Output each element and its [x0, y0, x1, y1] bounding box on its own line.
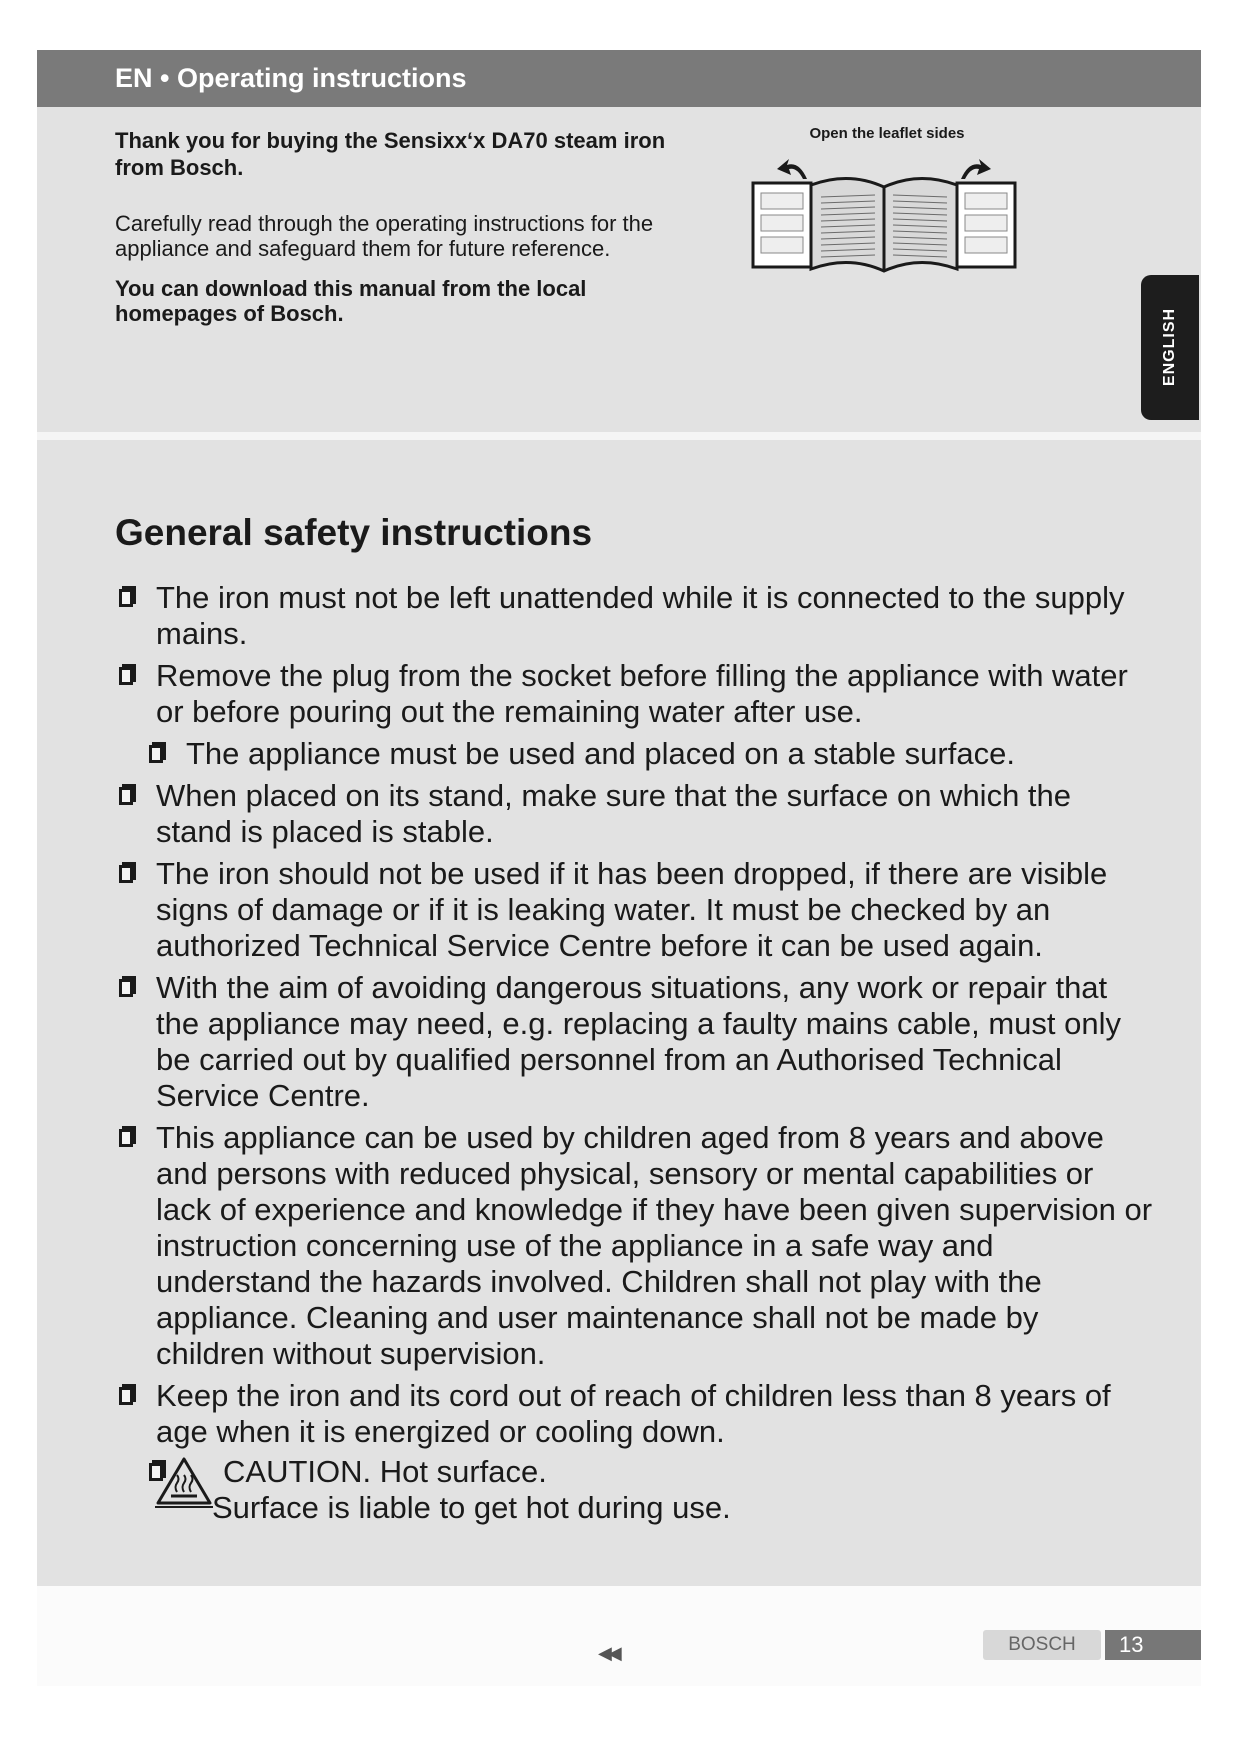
safety-list [115, 580, 1155, 1546]
header-title: EN • Operating instructions [115, 63, 467, 93]
intro-read-carefully: Carefully read through the operating instructions for the appliance and safeguard them for future reference. [115, 211, 654, 261]
page-number-box [1105, 1630, 1201, 1660]
safety-item [115, 856, 1155, 964]
hot-surface-warning-icon [155, 1456, 213, 1508]
safety-item-text: Keep the iron and its cord out of reach of children less than 8 years of age when it is energized or cooling down. [156, 1378, 1111, 1449]
bullet-square-icon [119, 865, 133, 883]
section-heading: General safety instructions [115, 512, 593, 553]
safety-item [115, 1120, 1155, 1372]
section-divider [37, 432, 1201, 440]
intro-download: You can download this manual from the local homepages of Bosch. [115, 276, 587, 326]
page-footer [37, 1586, 1201, 1686]
page-number: 13 [1119, 1632, 1144, 1657]
safety-item [115, 658, 1155, 730]
safety-item [115, 1378, 1155, 1450]
leaflet-label: Open the leaflet sides [809, 125, 965, 142]
previous-page-icon[interactable]: ◀◀ [598, 1643, 618, 1663]
safety-item-text: This appliance can be used by children aged from 8 years and above and persons with reduced physical, sensory or mental capabilities or lack of experience and knowledge if they have been given supervision or instruction concerning use of the appliance in a safe way and understand the hazards involved. Children shall not play with the appliance. Cleaning and user maintenance shall not be made by children without supervision. [156, 1120, 1153, 1371]
bullet-square-icon [119, 787, 133, 805]
bullet-square-icon [119, 979, 133, 997]
safety-panel [37, 440, 1201, 1586]
intro-thanks: Thank you for buying the Sensixx‘x DA70 steam iron from Bosch. [115, 128, 666, 180]
safety-item [115, 580, 1155, 652]
bullet-square-icon [119, 1387, 133, 1405]
language-tab-label: ENGLISH [1161, 307, 1178, 387]
safety-item [145, 736, 1155, 772]
safety-item [115, 778, 1155, 850]
safety-item [115, 970, 1155, 1114]
safety-item-text: With the aim of avoiding dangerous situations, any work or repair that the appliance may need, e.g. replacing a faulty mains cable, must only be carried out by qualified personnel from an Authorised Technical Service Centre. [156, 970, 1121, 1113]
language-tab[interactable] [1141, 275, 1199, 420]
header-bar [37, 50, 1201, 107]
safety-item-text: When placed on its stand, make sure that the surface on which the stand is placed is stable. [156, 778, 1072, 849]
safety-item-text: Remove the plug from the socket before filling the appliance with water or before pouring out the remaining water after use. [156, 658, 1128, 729]
caution-block [145, 1456, 1155, 1546]
bullet-square-icon [149, 745, 163, 763]
brand-text: BOSCH [1008, 1634, 1076, 1655]
caution-title: CAUTION. Hot surface. [223, 1454, 547, 1489]
intro-text-block [115, 127, 675, 326]
bullet-square-icon [119, 667, 133, 685]
intro-panel [37, 107, 1201, 432]
bullet-square-icon [119, 1129, 133, 1147]
safety-item-text: The iron should not be used if it has been dropped, if there are visible signs of damage or if it is leaking water. It must be checked by an authorized Technical Service Centre before it can be used again. [156, 856, 1108, 963]
arrow-left-icon [777, 159, 807, 179]
arrow-right-icon [961, 159, 991, 179]
brand-box [983, 1630, 1101, 1660]
safety-item-text: The iron must not be left unattended while it is connected to the supply mains. [156, 580, 1125, 651]
safety-item-text: The appliance must be used and placed on a stable surface. [186, 736, 1015, 771]
bullet-square-icon [119, 589, 133, 607]
caution-text: Surface is liable to get hot during use. [212, 1490, 731, 1525]
open-leaflet-illustration [749, 149, 1019, 279]
